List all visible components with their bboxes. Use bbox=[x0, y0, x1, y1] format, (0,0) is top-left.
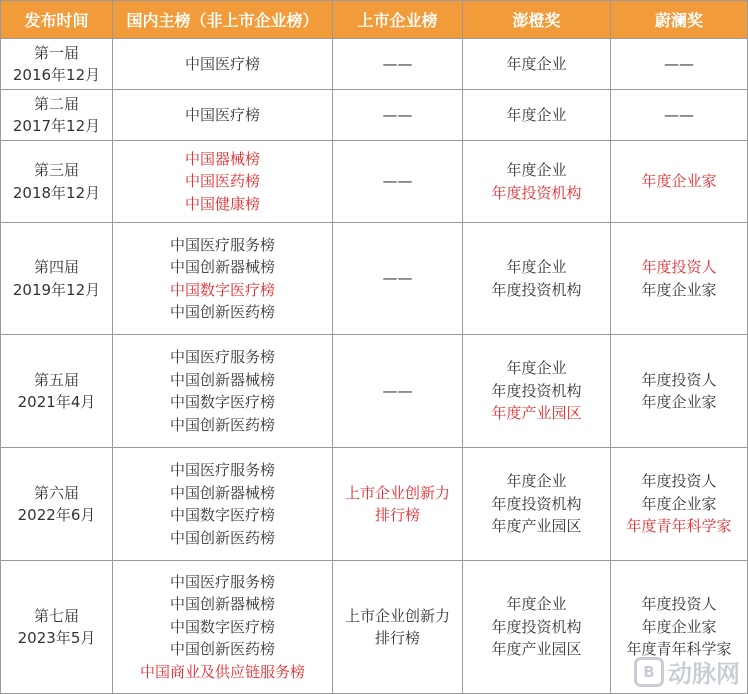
main-list-cell bbox=[113, 223, 333, 335]
cell-line: 第四届 bbox=[33, 258, 79, 276]
cell-line: 年度企业 bbox=[506, 161, 567, 179]
header-release-time: 发布时间 bbox=[1, 1, 113, 39]
cell-line: 2017年12月 bbox=[12, 117, 101, 135]
cell-line: 中国创新医药榜 bbox=[169, 640, 275, 659]
weilan-award-cell bbox=[611, 141, 748, 223]
cell-line: —— bbox=[382, 54, 413, 73]
cell-line: 年度投资人 bbox=[641, 370, 717, 389]
cell-line: 年度产业园区 bbox=[491, 640, 582, 659]
cell-line: 年度投资机构 bbox=[491, 494, 582, 513]
cell-line: 中国数字医疗榜 bbox=[169, 617, 275, 636]
listed-list-cell bbox=[333, 39, 463, 90]
cell-line: 2021年4月 bbox=[17, 393, 96, 411]
cell-line: 中国医药榜 bbox=[184, 172, 260, 191]
cell-line: 年度企业家 bbox=[641, 494, 717, 513]
cell-line: 年度企业 bbox=[506, 595, 567, 614]
cell-line: 2016年12月 bbox=[12, 66, 101, 84]
cell-line: 2019年12月 bbox=[12, 280, 101, 299]
cell-line: 中国创新器械榜 bbox=[169, 483, 275, 502]
release-time-cell bbox=[1, 223, 113, 335]
watermark-text: 动脉网 bbox=[668, 660, 740, 688]
cell-line: —— bbox=[382, 381, 413, 400]
cell-line: 2018年12月 bbox=[12, 183, 101, 202]
cell-line: 中国医疗服务榜 bbox=[169, 348, 275, 366]
header-main-list: 国内主榜（非上市企业榜） bbox=[113, 1, 333, 39]
main-list-cell bbox=[113, 39, 333, 90]
cell-line: 年度投资机构 bbox=[491, 280, 582, 299]
pengcheng-award-cell bbox=[463, 335, 611, 448]
header-row bbox=[1, 1, 748, 39]
cell-line: 中国医疗服务榜 bbox=[169, 572, 275, 591]
table-row bbox=[1, 223, 748, 335]
cell-line: 中国数字医疗榜 bbox=[169, 280, 275, 299]
table-row bbox=[1, 141, 748, 223]
cell-line: 上市企业创新力 bbox=[344, 606, 450, 625]
pengcheng-award-cell bbox=[463, 561, 611, 694]
weilan-award-cell bbox=[611, 448, 748, 561]
cell-line: 中国医疗榜 bbox=[184, 54, 260, 73]
cell-line: 中国数字医疗榜 bbox=[169, 393, 275, 411]
cell-line: 中国医疗服务榜 bbox=[169, 461, 275, 479]
header-listed-list: 上市企业榜 bbox=[333, 1, 463, 39]
header-pengcheng-award: 澎橙奖 bbox=[463, 1, 611, 39]
cell-line: 中国医疗服务榜 bbox=[169, 235, 275, 254]
table-row bbox=[1, 561, 748, 694]
watermark-logo-icon: B bbox=[634, 657, 664, 687]
cell-line: 中国创新医药榜 bbox=[169, 528, 275, 547]
cell-line: 年度产业园区 bbox=[491, 404, 582, 423]
cell-line: 年度企业 bbox=[506, 258, 567, 276]
weilan-award-cell bbox=[611, 561, 748, 694]
main-list-cell bbox=[113, 448, 333, 561]
cell-line: —— bbox=[382, 269, 413, 288]
table-row bbox=[1, 39, 748, 90]
release-time-cell bbox=[1, 561, 113, 694]
cell-line: 年度投资人 bbox=[641, 472, 717, 491]
cell-line: 第五届 bbox=[33, 370, 79, 389]
cell-line: —— bbox=[664, 105, 694, 124]
cell-line: 2023年5月 bbox=[17, 629, 96, 647]
cell-line: —— bbox=[664, 54, 694, 73]
main-list-cell bbox=[113, 141, 333, 223]
pengcheng-award-cell bbox=[463, 223, 611, 335]
cell-line: 年度青年科学家 bbox=[626, 517, 732, 536]
cell-line: 第一届 bbox=[33, 43, 79, 62]
cell-line: 年度投资机构 bbox=[491, 617, 582, 636]
main-list-cell bbox=[113, 335, 333, 448]
cell-line: 中国健康榜 bbox=[184, 194, 260, 213]
cell-line: 年度企业 bbox=[506, 105, 567, 124]
cell-line: 中国医疗榜 bbox=[184, 105, 260, 124]
cell-line: 中国创新医药榜 bbox=[169, 415, 275, 434]
listed-list-cell bbox=[333, 223, 463, 335]
cell-line: 年度企业 bbox=[506, 359, 567, 378]
cell-line: 中国创新器械榜 bbox=[169, 595, 275, 614]
cell-line: 中国创新器械榜 bbox=[169, 258, 275, 276]
cell-line: 第六届 bbox=[33, 483, 79, 502]
cell-line: 第七届 bbox=[33, 606, 79, 625]
cell-line: 年度投资人 bbox=[641, 258, 717, 276]
cell-line: 排行榜 bbox=[374, 629, 420, 647]
cell-line: 年度投资机构 bbox=[491, 381, 582, 400]
weilan-award-cell bbox=[611, 90, 748, 141]
cell-line: 年度青年科学家 bbox=[626, 640, 732, 659]
pengcheng-award-cell bbox=[463, 39, 611, 90]
cell-line: 中国数字医疗榜 bbox=[169, 506, 275, 524]
release-time-cell bbox=[1, 39, 113, 90]
cell-line: —— bbox=[382, 172, 413, 191]
main-list-cell bbox=[113, 90, 333, 141]
listed-list-cell bbox=[333, 90, 463, 141]
cell-line: 中国创新医药榜 bbox=[169, 303, 275, 321]
table-row bbox=[1, 448, 748, 561]
weilan-award-cell bbox=[611, 335, 748, 448]
pengcheng-award-cell bbox=[463, 90, 611, 141]
cell-line: 年度企业家 bbox=[641, 393, 717, 411]
cell-line: 年度投资人 bbox=[641, 595, 717, 614]
cell-line: 2022年6月 bbox=[17, 506, 96, 524]
cell-line: 年度企业家 bbox=[641, 172, 717, 191]
cell-line: 上市企业创新力 bbox=[344, 483, 450, 502]
cell-line: —— bbox=[382, 105, 413, 124]
cell-line: 年度企业 bbox=[506, 54, 567, 73]
table-row bbox=[1, 335, 748, 448]
weilan-award-cell bbox=[611, 39, 748, 90]
listed-list-cell bbox=[333, 335, 463, 448]
cell-line: 年度投资机构 bbox=[491, 183, 582, 202]
pengcheng-award-cell bbox=[463, 448, 611, 561]
cell-line: 第二届 bbox=[33, 94, 79, 113]
release-time-cell bbox=[1, 141, 113, 223]
release-time-cell bbox=[1, 448, 113, 561]
cell-line: 年度产业园区 bbox=[491, 517, 582, 536]
cell-line: 年度企业家 bbox=[641, 617, 717, 636]
cell-line: 第三届 bbox=[33, 161, 79, 179]
listed-list-cell bbox=[333, 141, 463, 223]
cell-line: 排行榜 bbox=[374, 506, 420, 524]
cell-line: 年度企业 bbox=[506, 472, 567, 491]
listed-list-cell bbox=[333, 561, 463, 694]
listed-list-cell bbox=[333, 448, 463, 561]
table-row bbox=[1, 90, 748, 141]
weilan-award-cell bbox=[611, 223, 748, 335]
header-weilan-award: 蔚澜奖 bbox=[611, 1, 748, 39]
main-list-cell bbox=[113, 561, 333, 694]
release-time-cell bbox=[1, 90, 113, 141]
pengcheng-award-cell bbox=[463, 141, 611, 223]
cell-line: 年度企业家 bbox=[641, 280, 717, 299]
cell-line: 中国创新器械榜 bbox=[169, 370, 275, 389]
release-time-cell bbox=[1, 335, 113, 448]
cell-line: 中国商业及供应链服务榜 bbox=[139, 662, 305, 681]
cell-line: 中国器械榜 bbox=[184, 149, 260, 168]
